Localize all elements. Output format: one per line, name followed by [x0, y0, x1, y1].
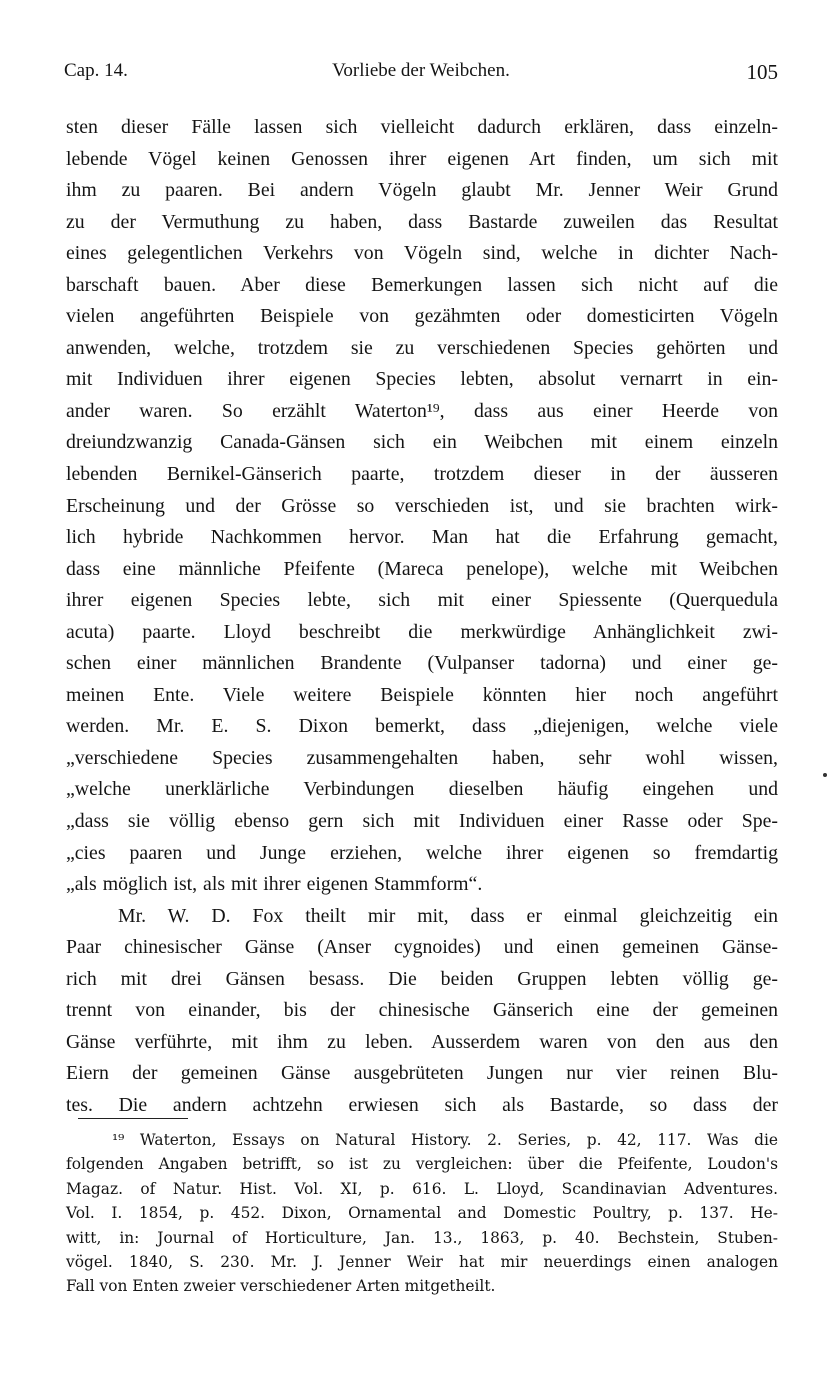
text-line: sten dieser Fälle lassen sich vielleicht dadurch erklären, dass einzeln-	[66, 116, 778, 138]
text-line: barschaft bauen. Aber diese Bemerkungen lassen sich nicht auf die	[66, 273, 778, 296]
footnote-line: folgenden Angaben betrifft, so ist zu vergleichen: über die Pfeifente, Loudon's	[66, 1155, 778, 1174]
footnote-line: witt, in: Journal of Horticulture, Jan. 13., 1863, p. 40. Bechstein, Stuben-	[66, 1228, 778, 1247]
text-line: tes. Die andern achtzehn erwiesen sich als Bastarde, so dass der	[66, 1093, 778, 1116]
text-line: lich hybride Nachkommen hervor. Man hat die Erfahrung gemacht,	[66, 526, 778, 549]
text-line: „verschiedene Species zusammengehalten haben, sehr wohl wissen,	[66, 746, 778, 769]
text-line: vielen angeführten Beispiele von gezähmten oder domesticirten Vögeln	[66, 305, 778, 328]
footnote-rule	[78, 1118, 188, 1119]
text-line: acuta) paarte. Lloyd beschreibt die merkwürdige Anhänglichkeit zwi-	[66, 620, 778, 643]
text-line: Gänse verführte, mit ihm zu leben. Ausserdem waren von den aus den	[66, 1030, 778, 1053]
chapter-label: Cap. 14.	[64, 60, 128, 81]
text-line: Paar chinesischer Gänse (Anser cygnoides) und einen gemeinen Gänse-	[66, 936, 778, 959]
footnote-line: vögel. 1840, S. 230. Mr. J. Jenner Weir hat mir neuerdings einen analogen	[66, 1252, 778, 1271]
text-line: ihm zu paaren. Bei andern Vögeln glaubt Mr. Jenner Weir Grund	[66, 179, 778, 202]
text-line: Erscheinung und der Grösse so verschieden ist, und sie brachten wirk-	[66, 494, 778, 517]
text-line: ander waren. So erzählt Waterton¹⁹, dass aus einer Heerde von	[66, 399, 778, 422]
text-line: „cies paaren und Junge erziehen, welche ihrer eigenen so fremdartig	[66, 841, 778, 864]
text-line: meinen Ente. Viele weitere Beispiele könnten hier noch angeführt	[66, 683, 778, 706]
text-line: anwenden, welche, trotzdem sie zu verschiedenen Species gehörten und	[66, 336, 778, 359]
text-line: zu der Vermuthung zu haben, dass Bastarde zuweilen das Resultat	[66, 210, 778, 233]
print-speck	[823, 773, 827, 777]
footnote-line: ¹⁹ Waterton, Essays on Natural History. 2. Series, p. 42, 117. Was die	[112, 1131, 778, 1149]
text-line: ihrer eigenen Species lebte, sich mit einer Spiessente (Querquedula	[66, 589, 778, 612]
text-line: eines gelegentlichen Verkehrs von Vögeln sind, welche in dichter Nach-	[66, 242, 778, 265]
text-line: Eiern der gemeinen Gänse ausgebrüteten Jungen nur vier reinen Blu-	[66, 1062, 778, 1085]
running-header	[64, 60, 778, 92]
text-line: lebende Vögel keinen Genossen ihrer eigenen Art finden, um sich mit	[66, 147, 778, 170]
footnote	[66, 1128, 778, 1299]
text-line: dass eine männliche Pfeifente (Mareca penelope), welche mit Weibchen	[66, 557, 778, 580]
text-line: „dass sie völlig ebenso gern sich mit Individuen einer Rasse oder Spe-	[66, 810, 778, 833]
running-title: Vorliebe der Weibchen.	[332, 60, 510, 81]
text-line: rich mit drei Gänsen besass. Die beiden Gruppen lebten völlig ge-	[66, 967, 778, 990]
page-number: 105	[746, 60, 778, 84]
paragraph-end-line: „als möglich ist, als mit ihrer eigenen Stammform“.	[66, 873, 483, 896]
paragraph-start-line: Mr. W. D. Fox theilt mir mit, dass er einmal gleichzeitig ein	[118, 904, 778, 927]
text-line: lebenden Bernikel-Gänserich paarte, trotzdem dieser in der äusseren	[66, 463, 778, 486]
footnote-line: Fall von Enten zweier verschiedener Arten mitgetheilt.	[66, 1277, 496, 1296]
text-line: schen einer männlichen Brandente (Vulpanser tadorna) und einer ge-	[66, 652, 778, 675]
text-line: dreiundzwanzig Canada-Gänsen sich ein Weibchen mit einem einzeln	[66, 431, 778, 454]
footnote-line: Vol. I. 1854, p. 452. Dixon, Ornamental and Domestic Poultry, p. 137. He-	[66, 1204, 778, 1223]
text-line: werden. Mr. E. S. Dixon bemerkt, dass „diejenigen, welche viele	[66, 715, 778, 738]
text-line: trennt von einander, bis der chinesische Gänserich eine der gemeinen	[66, 999, 778, 1022]
footnote-line: Magaz. of Natur. Hist. Vol. XI, p. 616. L. Lloyd, Scandinavian Adventures.	[66, 1179, 778, 1198]
text-line: mit Individuen ihrer eigenen Species lebten, absolut vernarrt in ein-	[66, 368, 778, 391]
main-text	[66, 112, 778, 1122]
text-line: „welche unerklärliche Verbindungen dieselben häufig eingehen und	[66, 778, 778, 801]
